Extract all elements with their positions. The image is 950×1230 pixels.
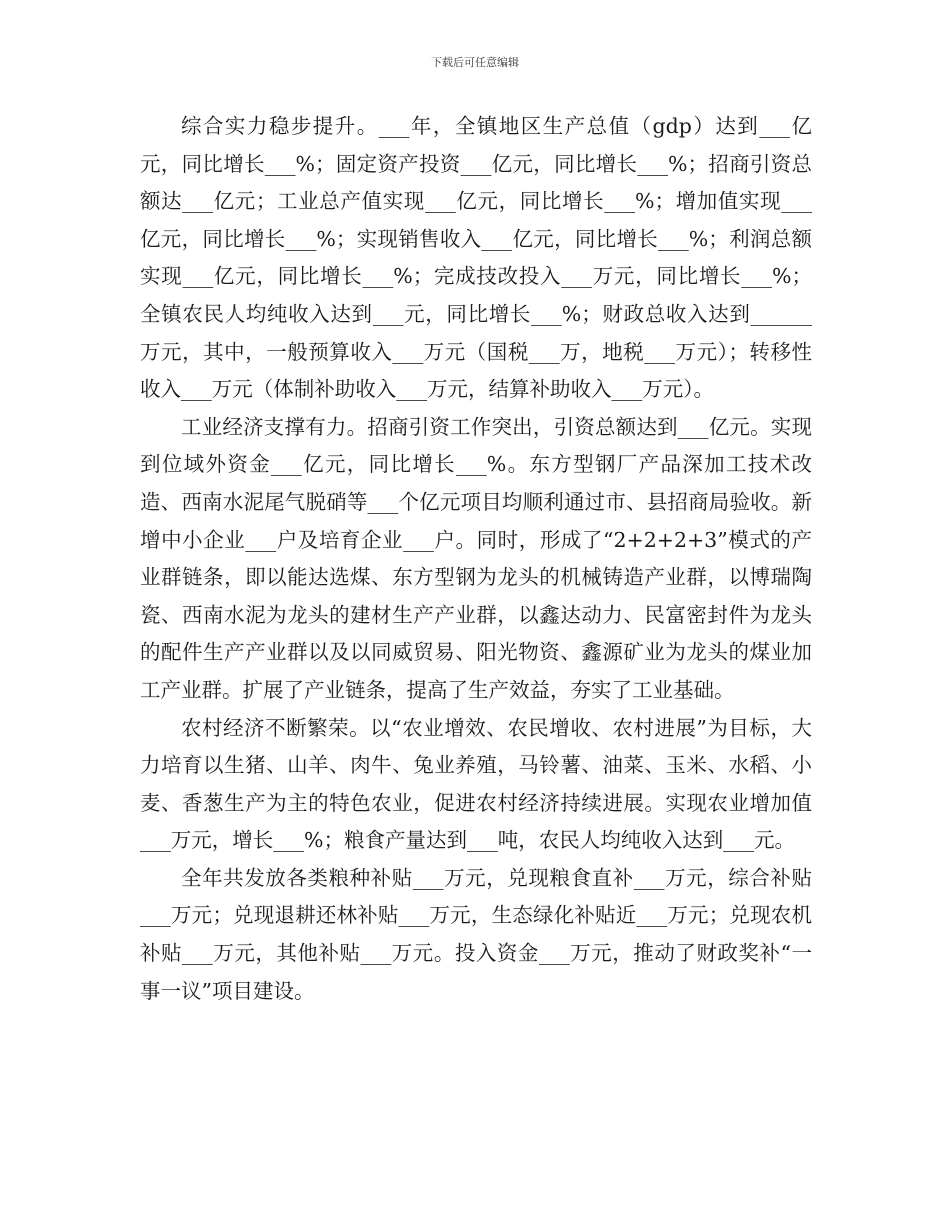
paragraph-overall-strength: 综合实力稳步提升。___年，全镇地区生产总值（gdp）达到___亿元，同比增长___%；固定资产投资___亿元，同比增长___%；招商引资总额达___亿元；工业总产值实现___亿元，同比增长___%；增加值实现___亿元，同比增长___%；实现销售收入___亿元，同比增长___%；利润总额实现___亿元，同比增长___%；完成技改投入___万元，同比增长___%；全镇农民人均纯收入达到___元，同比增长___%；财政总收入达到______万元，其中，一般预算收入___万元（国税___万，地税___万元）；转移性收入___万元（体制补助收入___万元，结算补助收入___万元）。 xyxy=(140,114,812,402)
paragraph-rural-economy: 农村经济不断繁荣。以“农业增效、农民增收、农村进展”为目标，大力培育以生猪、山羊、肉牛、兔业养殖，马铃薯、油菜、玉米、水稻、小麦、香葱生产为主的特色农业，促进农村经济持续进展。实现农业增加值___万元，增长___%；粮食产量达到___吨，农民人均纯收入达到___元。 xyxy=(140,715,812,853)
paragraph-industrial-economy: 工业经济支撑有力。招商引资工作突出，引资总额达到___亿元。实现到位域外资金___亿元，同比增长___%。东方型钢厂产品深加工技术改造、西南水泥尾气脱硝等___个亿元项目均顺利通过市、县招商局验收。新增中小企业___户及培育企业___户。同时，形成了“2+2+2+3”模式的产业群链条，即以能达选煤、东方型钢为龙头的机械铸造产业群，以博瑞陶瓷、西南水泥为龙头的建材生产产业群，以鑫达动力、民富密封件为龙头的配件生产产业群以及以同威贸易、阳光物资、鑫源矿业为龙头的煤业加工产业群。扩展了产业链条，提高了生产效益，夯实了工业基础。 xyxy=(140,414,812,702)
paragraph-subsidies: 全年共发放各类粮种补贴___万元，兑现粮食直补___万元，综合补贴___万元；兑现退耕还林补贴___万元，生态绿化补贴近___万元；兑现农机补贴___万元，其他补贴___万元。投入资金___万元，推动了财政奖补“一事一议”项目建设。 xyxy=(140,865,812,1003)
page-header: 下载后可任意编辑 xyxy=(431,56,519,69)
document-body xyxy=(140,108,812,1010)
